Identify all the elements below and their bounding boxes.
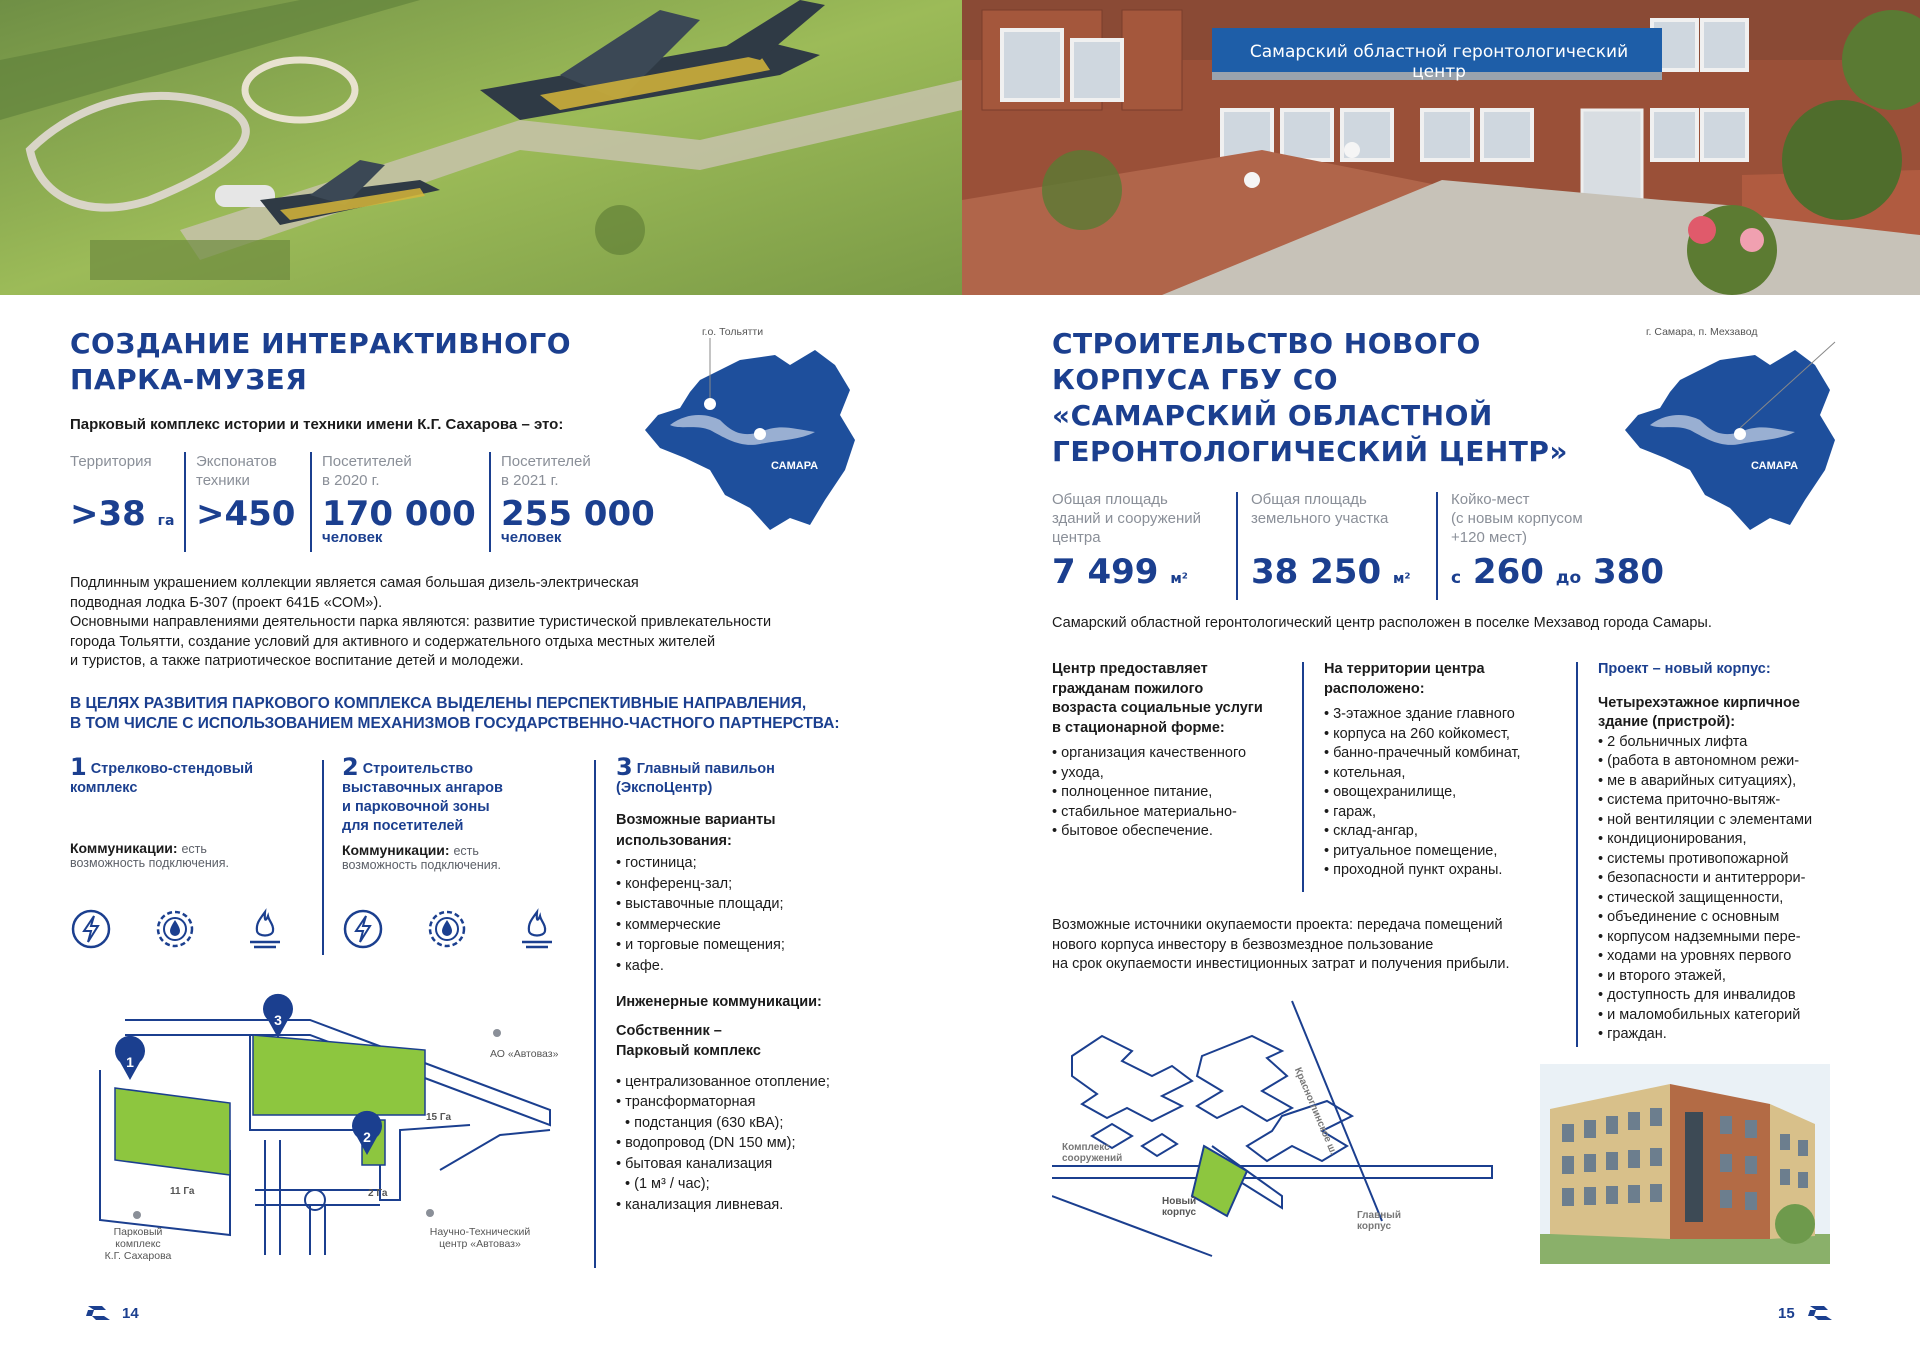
gerontology-site-plan (1052, 996, 1512, 1266)
territory-list: • 3-этажное здание главного • корпуса на 260 койкомест, • банно-прачечный комбинат, • котельная, • овощехранилище, • гараж, • склад-ангар, • ритуальное помещение, • проходной пункт охраны. (1324, 705, 1564, 881)
area-2: 2 Га (368, 1188, 388, 1199)
payback-text: Возможные источники окупаемости проекта: передача помещений нового корпуса инвестору в безвозмездное пользование на срок окупаемости инвестиционных затрат и получения прибыли. (1052, 917, 1510, 972)
plot-marker-3: 3 (274, 1012, 282, 1028)
map-label-togliatti: г.о. Тольятти (702, 326, 764, 338)
page-number-right: 15 (1778, 1305, 1795, 1322)
gerontology-center-photo (962, 0, 1920, 295)
label-park: Парковый комплекс К.Г. Сахарова (104, 1226, 172, 1262)
new-building-features: • 2 больничных лифта • (работа в автономном режи- • ме в аварийных ситуациях), • система приточно-вытяж- • ной вентиляции с элементами • кондиционирования, • системы противопожарной • безопасности и антитеррори- • стической защищенности, • объединение с основным • корпусом надземными пере- • ходами на уровнях первого • и второго этажей, • доступность для инвалидов • и маломобильных категорий • граждан. (1598, 733, 1838, 1045)
column-divider (1576, 662, 1578, 1047)
territory-column: На территории центра расположено: • 3-этажное здание главного • корпуса на 260 койкомест, • банно-прачечный комбинат, • котельная, • овощехранилище, • гараж, • склад-ангар, • ритуальное помещение, • проходной пункт охраны. (1324, 660, 1564, 881)
new-building-render (1540, 1064, 1830, 1264)
gas-icon (242, 906, 288, 952)
usage-options-list: • гостиница; • конференц-зал; • выставочные площади; • коммерческие • и торговые помещения; • кафе. (616, 853, 876, 976)
right-page-title: СТРОИТЕЛЬСТВО НОВОГО КОРПУСА ГБУ СО «САМАРСКИЙ ОБЛАСТНОЙ ГЕРОНТОЛОГИЧЕСКИЙ ЦЕНТР» (1052, 327, 1569, 468)
park-site-plan (80, 990, 580, 1270)
stat-divider (489, 452, 491, 552)
stat-divider (184, 452, 186, 552)
column-divider (1302, 662, 1304, 892)
label-main-building: Главный корпус (1357, 1210, 1401, 1232)
stat-building-area: Общая площадь зданий и сооружений центра 7 499 м² (1052, 491, 1202, 592)
development-directions-heading: В ЦЕЛЯХ РАЗВИТИЯ ПАРКОВОГО КОМПЛЕКСА ВЫДЕЛЕНЫ ПЕРСПЕКТИВНЫЕ НАПРАВЛЕНИЯ, В ТОМ ЧИСЛЕ С ИСПОЛЬЗОВАНИЕМ МЕХАНИЗМОВ ГОСУДАРСТВЕННО-ЧАСТНОГО ПАРТНЕРСТВА: (70, 695, 840, 732)
center-intro: Самарский областной геронтологический центр расположен в поселке Мехзавод города Самары. (1052, 615, 1712, 631)
label-complex: Комплекс сооружений (1062, 1142, 1123, 1164)
electricity-icon (68, 906, 114, 952)
stat-divider (1436, 492, 1438, 600)
stat-divider (310, 452, 312, 552)
logo-icon (1808, 1302, 1834, 1324)
water-supply-icon (424, 906, 470, 952)
direction-2: 2 Строительство выставочных ангаров и парковочной зоны для посетителей Коммуникации: есть возможность подключения. (342, 753, 503, 872)
electricity-icon (340, 906, 386, 952)
park-subtitle: Парковый комплекс истории и техники имени К.Г. Сахарова – это: (70, 416, 564, 433)
stat-divider (1236, 492, 1238, 600)
park-description: Подлинным украшением коллекции является самая большая дизель-электрическая подводная лодка Б-307 (проект 641Б «СОМ»). Основными направлениями деятельности парка являются: развитие туристической привлекательности города Тольятти, создание условий для активного и содержательного отдыха местных жителей и туристов, а также патриотическое воспитание детей и молодежи. (70, 575, 772, 669)
stat-territory: Территория >38 га (70, 453, 175, 534)
water-supply-icon (152, 906, 198, 952)
left-page-title: СОЗДАНИЕ ИНТЕРАКТИВНОГО ПАРКА-МУЗЕЯ (70, 327, 572, 396)
park-aerial-photo (0, 0, 962, 295)
plot-marker-1: 1 (126, 1054, 134, 1070)
stat-visitors-2020: Посетителей в 2020 г. 170 000 человек (322, 453, 476, 546)
label-new-building: Новый корпус (1162, 1196, 1197, 1218)
column-divider (594, 760, 596, 1268)
plot-marker-2: 2 (363, 1129, 371, 1145)
label-ntc: Научно-Технический центр «Автоваз» (429, 1226, 531, 1250)
direction-1: 1 Стрелково-стендовый комплекс Коммуникации: есть возможность подключения. (70, 753, 253, 870)
direction-3: 3 Главный павильон (ЭкспоЦентр) Возможные варианты использования: • гостиница; • конференц-зал; • выставочные площади; • коммерческие • и торговые помещения; • кафе. Инженерные коммуникации: Собственник – Парковый комплекс • централизованное отопление; • трансформаторная • подстанция (630 кВА); • водопровод (DN 150 мм); • бытовая канализация • (1 м³ / час); • канализация ливневая. (616, 758, 876, 1215)
map-city-label: САМАРА (1751, 460, 1799, 472)
stat-land-area: Общая площадь земельного участка 38 250 м² (1251, 491, 1411, 592)
engineering-list: • централизованное отопление; • трансформаторная • подстанция (630 кВА); • водопровод (DN 150 мм); • бытовая канализация • (1 м³ / час); • канализация ливневая. (616, 1072, 876, 1216)
services-column: Центр предоставляет гражданам пожилого возраста социальные услуги в стационарной форме: • организация качественного • ухода, • полноценное питание, • стабильное материально- • бытовое обеспечение. (1052, 660, 1292, 842)
stat-beds: Койко-мест (с новым корпусом +120 мест) с 260 до 380 (1451, 491, 1664, 592)
label-avtovaz: АО «Автоваз» (490, 1048, 559, 1060)
road-label: Красноглинское ш. (1291, 1066, 1339, 1157)
new-building-column: Проект – новый корпус: Четырехэтажное кирпичное здание (пристрой): • 2 больничных лифта • (работа в автономном режи- • ме в аварийных ситуациях), • система приточно-вытяж- • ной вентиляции с элементами • кондиционирования, • системы противопожарной • безопасности и антитеррори- • стической защищенности, • объединение с основным • корпусом надземными пере- • ходами на уровнях первого • и второго этажей, • доступность для инвалидов • и маломобильных категорий • граждан. (1598, 660, 1838, 1045)
gas-icon (514, 906, 560, 952)
stat-visitors-2021: Посетителей в 2021 г. 255 000 человек (501, 453, 655, 546)
logo-icon (86, 1302, 112, 1324)
building-sign: Самарский областной геронтологический центр (1249, 42, 1629, 82)
column-divider (322, 760, 324, 955)
area-15: 15 Га (426, 1112, 451, 1123)
page-number-left: 14 (122, 1305, 139, 1322)
map-label-mehzavod: г. Самара, п. Мехзавод (1646, 326, 1758, 338)
stat-exhibits: Экспонатов техники >450 (196, 453, 296, 534)
map-city-label: САМАРА (771, 460, 819, 472)
area-11: 11 Га (170, 1186, 195, 1197)
services-list: • организация качественного • ухода, • полноценное питание, • стабильное материально- • бытовое обеспечение. (1052, 744, 1292, 842)
samara-region-map (640, 320, 870, 540)
